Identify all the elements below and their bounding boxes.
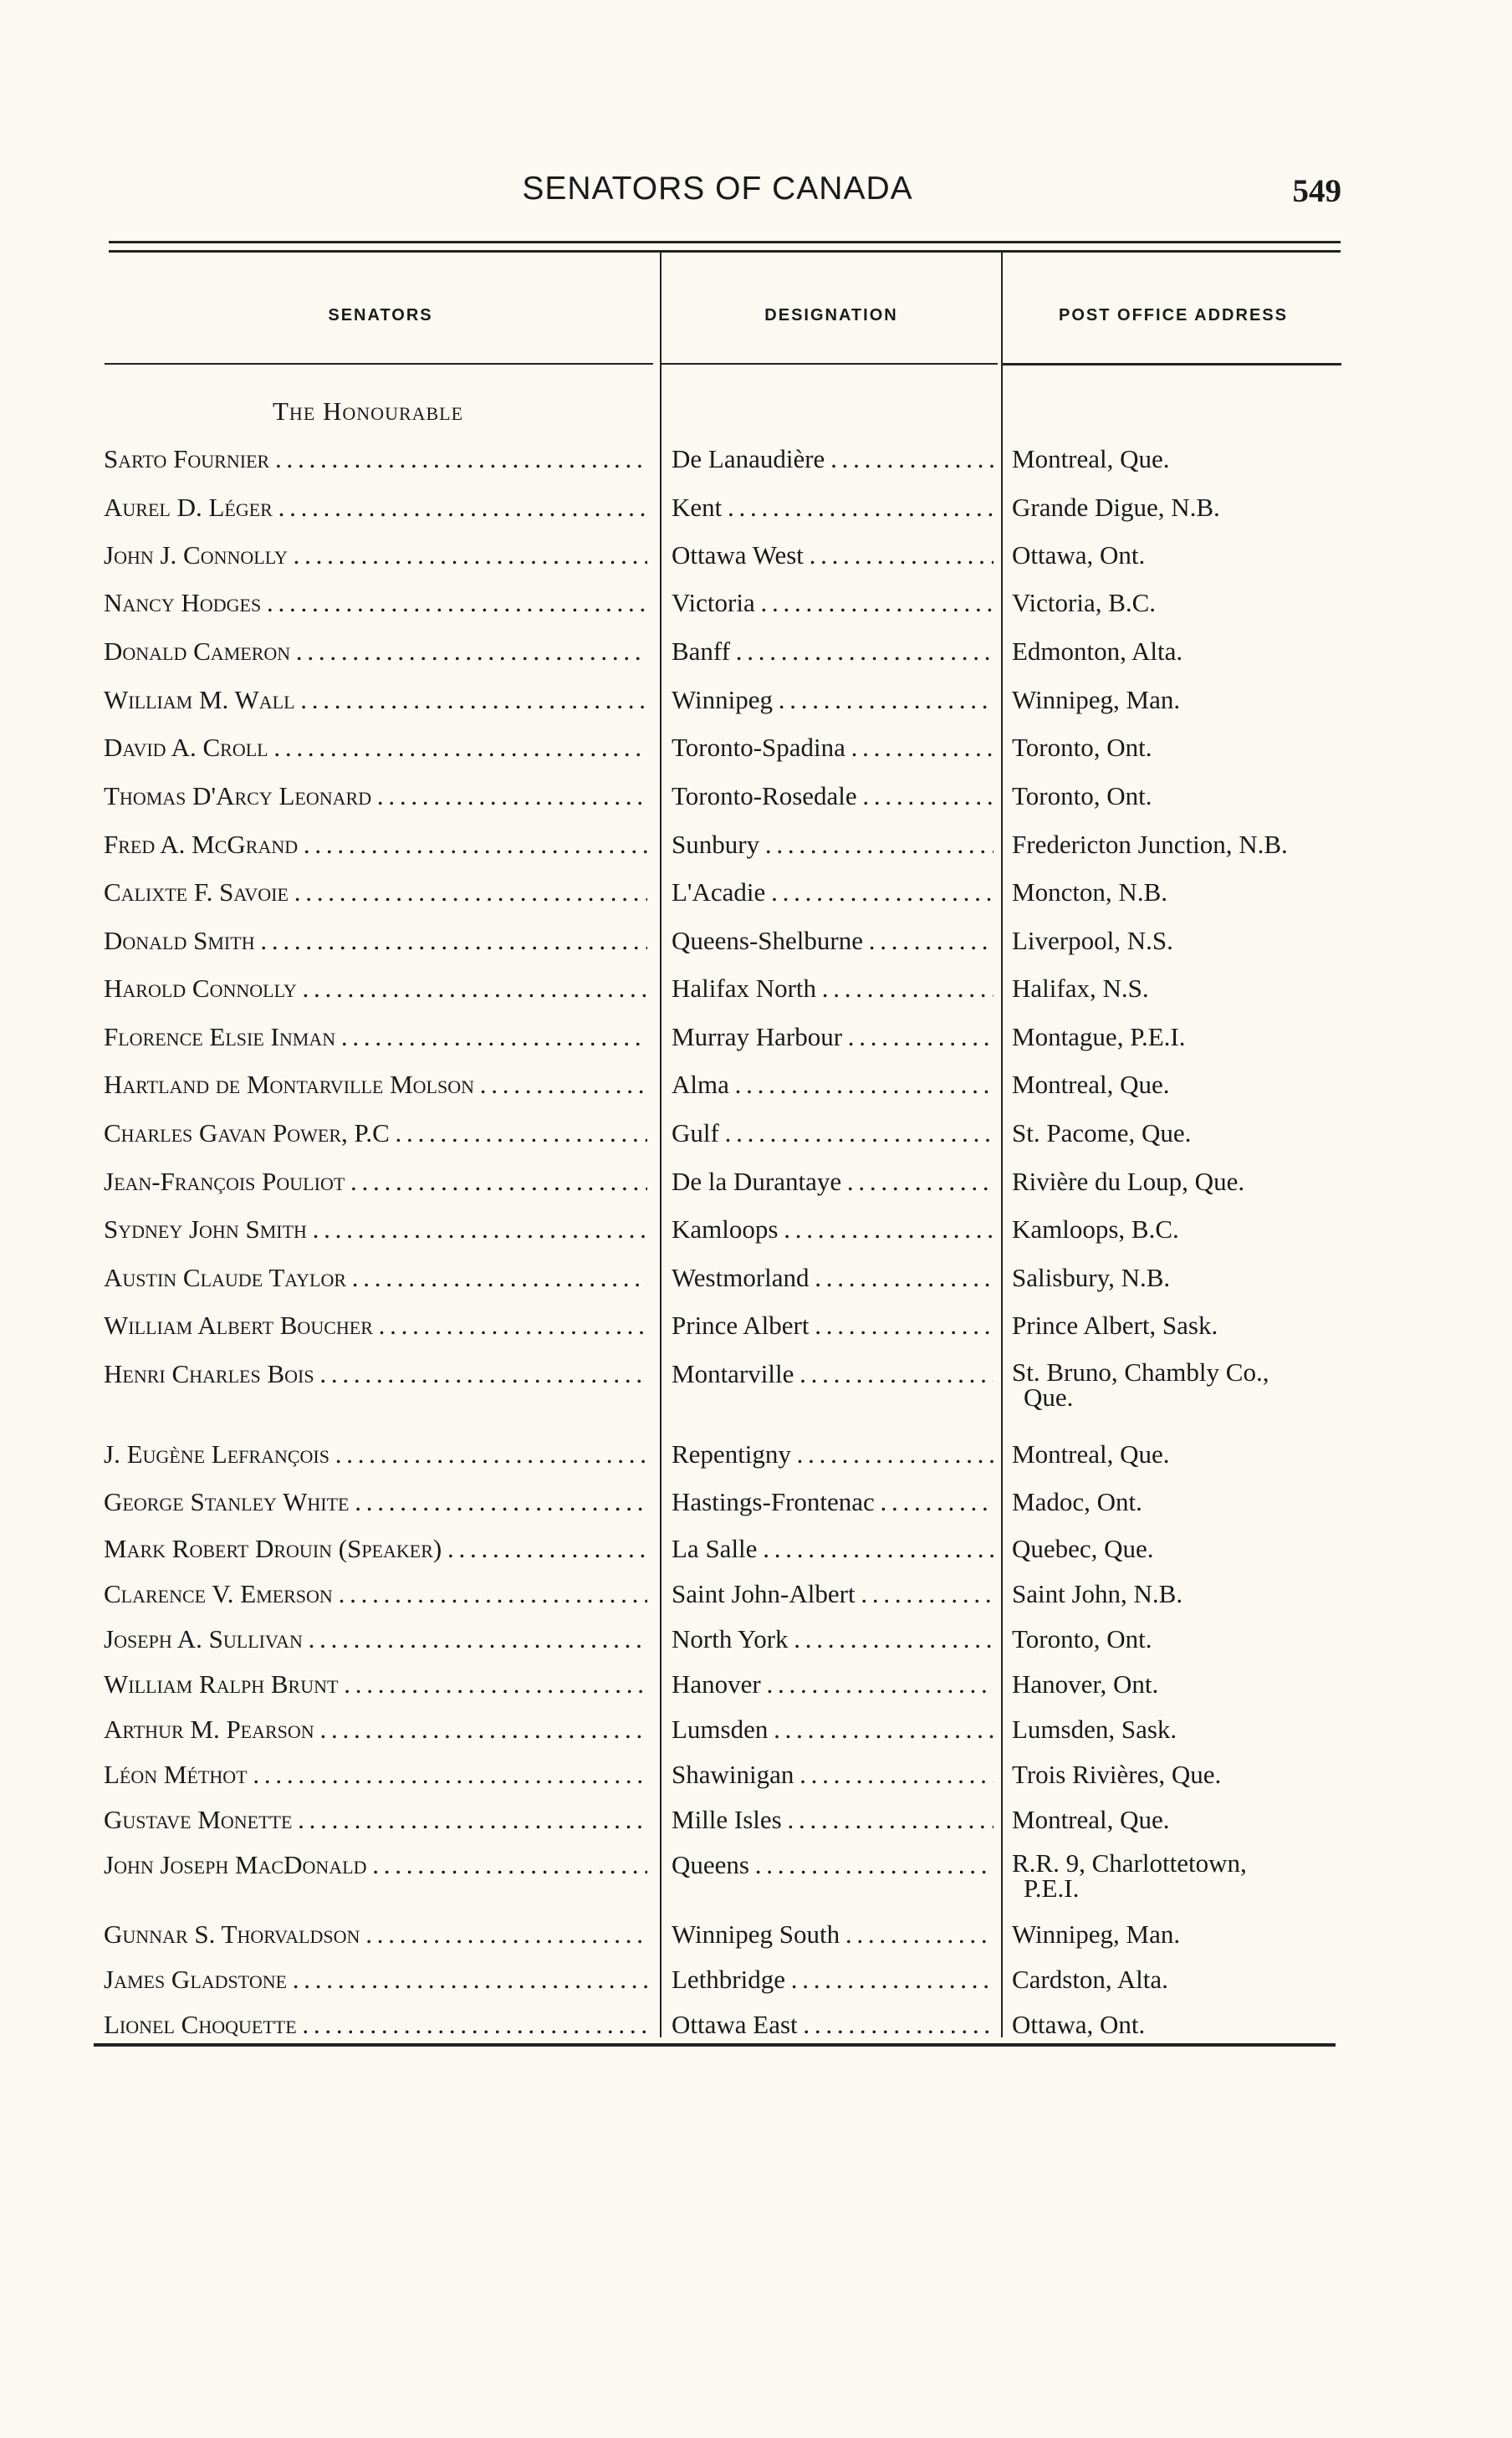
post-office-address-text: Montreal, Que. (1012, 445, 1170, 473)
post-office-address-line2: P.E.I. (1024, 1873, 1080, 1901)
post-office-address (1012, 445, 1342, 473)
designation-text: Halifax North (672, 974, 817, 1003)
senator-name-text: James Gladstone (104, 1965, 288, 1994)
senator-name (104, 831, 647, 859)
senator-name-text: Mark Robert Drouin (Speaker) (104, 1535, 442, 1563)
post-office-address (1012, 733, 1342, 762)
senator-name-text: Henri Charles Bois (104, 1360, 314, 1388)
designation (672, 2011, 994, 2039)
senator-name (104, 782, 647, 810)
designation-text: Hanover (672, 1670, 761, 1699)
senator-name (104, 541, 647, 570)
designation (672, 1440, 994, 1469)
table-bottom-rule (94, 2043, 1336, 2047)
honourable-label: The Honourable (273, 396, 464, 426)
post-office-address (1012, 493, 1342, 522)
designation (672, 1168, 994, 1196)
post-office-address (1012, 1965, 1342, 1994)
post-office-address-text: Edmonton, Alta. (1012, 637, 1183, 666)
post-office-address (1012, 878, 1342, 907)
post-office-address (1012, 1535, 1342, 1563)
designation (672, 1920, 994, 1949)
post-office-address (1012, 1440, 1342, 1469)
post-office-address-text: Toronto, Ont. (1012, 733, 1152, 762)
post-office-address-text: Montreal, Que. (1012, 1440, 1170, 1469)
post-office-address (1012, 1215, 1342, 1244)
post-office-address-text: Moncton, N.B. (1012, 878, 1167, 907)
designation-text: Ottawa East (672, 2011, 798, 2039)
designation (672, 1580, 994, 1608)
designation (672, 1761, 994, 1789)
senator-name (104, 878, 647, 907)
post-office-address-text: Halifax, N.S. (1012, 974, 1149, 1003)
senator-name-text: Thomas D'Arcy Leonard (104, 782, 372, 810)
column-header-address: POST OFFICE ADDRESS (1059, 306, 1288, 325)
senator-name (104, 493, 647, 522)
senator-name-text: William Albert Boucher (104, 1311, 373, 1340)
designation-text: Kamloops (672, 1215, 779, 1244)
designation (672, 445, 994, 473)
post-office-address (1012, 637, 1342, 666)
post-office-address (1012, 1670, 1342, 1699)
designation-text: Victoria (672, 589, 755, 617)
post-office-address (1012, 589, 1342, 617)
designation (672, 1851, 994, 1879)
senator-name-text: Nancy Hodges (104, 589, 262, 617)
post-office-address (1012, 1360, 1342, 1410)
senator-name-text: Hartland de Montarville Molson (104, 1071, 474, 1099)
senator-name (104, 733, 647, 762)
senator-name-text: Jean-François Pouliot (104, 1168, 345, 1196)
designation-text: Hastings-Frontenac (672, 1488, 875, 1516)
designation (672, 878, 994, 907)
senator-name-text: Aurel D. Léger (104, 493, 273, 522)
senator-name-text: William M. Wall (104, 686, 295, 714)
column-header-senators: SENATORS (328, 306, 433, 325)
post-office-address (1012, 782, 1342, 810)
senator-name-text: George Stanley White (104, 1488, 350, 1516)
senator-name (104, 1168, 647, 1196)
post-office-address (1012, 1806, 1342, 1834)
post-office-address (1012, 1311, 1342, 1340)
post-office-address-text: St. Bruno, Chambly Co., (1012, 1360, 1269, 1387)
senator-name (104, 686, 647, 714)
post-office-address (1012, 1761, 1342, 1789)
designation-text: Queens-Shelburne (672, 927, 863, 955)
post-office-address (1012, 1851, 1342, 1901)
designation-text: Queens (672, 1851, 749, 1879)
senator-name-text: J. Eugène Lefrançois (104, 1440, 329, 1469)
senator-name-text: Harold Connolly (104, 974, 297, 1003)
designation-text: Banff (672, 637, 731, 666)
designation (672, 1670, 994, 1699)
designation-text: Murray Harbour (672, 1023, 843, 1051)
designation (672, 1215, 994, 1244)
post-office-address (1012, 1715, 1342, 1744)
designation-text: Westmorland (672, 1264, 810, 1292)
senator-name (104, 589, 647, 617)
designation (672, 1806, 994, 1834)
post-office-address-text: Kamloops, B.C. (1012, 1215, 1179, 1244)
post-office-address (1012, 1580, 1342, 1608)
senator-name-text: William Ralph Brunt (104, 1670, 339, 1699)
post-office-address-text: Toronto, Ont. (1012, 1625, 1152, 1653)
designation-text: Lethbridge (672, 1965, 786, 1994)
senator-name (104, 1761, 647, 1789)
senator-name-text: Joseph A. Sullivan (104, 1625, 303, 1653)
post-office-address (1012, 2011, 1342, 2039)
designation (672, 831, 994, 859)
senator-name (104, 1440, 647, 1469)
designation-text: La Salle (672, 1535, 758, 1563)
senator-name-text: Charles Gavan Power, P.C (104, 1119, 390, 1147)
post-office-address-text: Lumsden, Sask. (1012, 1715, 1177, 1744)
senator-name (104, 1215, 647, 1244)
designation (672, 782, 994, 810)
designation-text: Winnipeg South (672, 1920, 840, 1949)
senator-name (104, 637, 647, 666)
designation-text: Montarville (672, 1360, 794, 1388)
designation-text: De Lanaudière (672, 445, 825, 473)
senator-name-text: Donald Cameron (104, 637, 291, 666)
senator-name (104, 1119, 647, 1147)
post-office-address-text: Victoria, B.C. (1012, 589, 1157, 617)
designation (672, 1264, 994, 1292)
designation-text: Alma (672, 1071, 729, 1099)
senator-name (104, 1806, 647, 1834)
senator-name (104, 2011, 647, 2039)
page-number: 549 (1292, 173, 1341, 209)
designation (672, 686, 994, 714)
senator-name-text: Austin Claude Taylor (104, 1264, 347, 1292)
designation-text: Repentigny (672, 1440, 791, 1469)
post-office-address-text: R.R. 9, Charlottetown, (1012, 1851, 1247, 1878)
running-title: SENATORS OF CANADA (522, 171, 913, 207)
designation (672, 927, 994, 955)
senator-name (104, 1580, 647, 1608)
post-office-address-line2: Que. (1024, 1383, 1074, 1410)
designation-text: Saint John-Albert (672, 1580, 856, 1608)
senator-name (104, 1535, 647, 1563)
senator-name-text: Florence Elsie Inman (104, 1023, 336, 1051)
post-office-address-text: Rivière du Loup, Que. (1012, 1168, 1245, 1196)
post-office-address-text: Trois Rivières, Que. (1012, 1761, 1222, 1789)
post-office-address-text: Hanover, Ont. (1012, 1670, 1159, 1699)
designation (672, 1488, 994, 1516)
senator-name (104, 1715, 647, 1744)
designation (672, 1715, 994, 1744)
post-office-address (1012, 1071, 1342, 1099)
post-office-address (1012, 1023, 1342, 1051)
designation-text: Toronto-Rosedale (672, 782, 857, 810)
senator-name (104, 1851, 647, 1879)
senator-name (104, 445, 647, 473)
designation (672, 541, 994, 570)
post-office-address-text: Quebec, Que. (1012, 1535, 1154, 1563)
designation (672, 1311, 994, 1340)
senator-name-text: Gunnar S. Thorvaldson (104, 1920, 360, 1949)
designation (672, 589, 994, 617)
senator-name (104, 927, 647, 955)
designation (672, 637, 994, 666)
designation (672, 1360, 994, 1388)
post-office-address-text: St. Pacome, Que. (1012, 1119, 1192, 1147)
post-office-address (1012, 927, 1342, 955)
designation-text: Kent (672, 493, 723, 522)
designation-text: De la Durantaye (672, 1168, 842, 1196)
post-office-address (1012, 1625, 1342, 1653)
designation-text: Mille Isles (672, 1806, 782, 1834)
designation-text: Winnipeg (672, 686, 774, 714)
senator-name-text: Arthur M. Pearson (104, 1715, 314, 1744)
designation-text: Lumsden (672, 1715, 769, 1744)
senator-name-text: Gustave Monette (104, 1806, 293, 1834)
senator-name-text: John J. Connolly (104, 541, 288, 570)
post-office-address (1012, 541, 1342, 570)
senator-name (104, 1311, 647, 1340)
post-office-address-text: Montague, P.E.I. (1012, 1023, 1186, 1051)
post-office-address (1012, 1488, 1342, 1516)
senator-name-text: Lionel Choquette (104, 2011, 297, 2039)
post-office-address-text: Salisbury, N.B. (1012, 1264, 1171, 1292)
post-office-address (1012, 686, 1342, 714)
senator-name (104, 1965, 647, 1994)
post-office-address-text: Cardston, Alta. (1012, 1965, 1168, 1994)
senator-name-text: Sydney John Smith (104, 1215, 307, 1244)
post-office-address-text: Montreal, Que. (1012, 1806, 1170, 1834)
post-office-address (1012, 1920, 1342, 1949)
senator-name-text: Fred A. McGrand (104, 831, 299, 859)
designation-text: Gulf (672, 1119, 719, 1147)
senator-name (104, 1488, 647, 1516)
senator-name (104, 1360, 647, 1388)
post-office-address-text: Winnipeg, Man. (1012, 686, 1181, 714)
senator-name-text: Léon Méthot (104, 1761, 248, 1789)
designation-text: Toronto-Spadina (672, 733, 845, 762)
designation (672, 493, 994, 522)
senator-name (104, 1071, 647, 1099)
post-office-address-text: Prince Albert, Sask. (1012, 1311, 1218, 1340)
designation (672, 1965, 994, 1994)
designation (672, 1071, 994, 1099)
senator-name-text: Donald Smith (104, 927, 255, 955)
post-office-address-text: Toronto, Ont. (1012, 782, 1152, 810)
senator-name (104, 974, 647, 1003)
post-office-address-text: Fredericton Junction, N.B. (1012, 831, 1288, 859)
designation-text: Sunbury (672, 831, 760, 859)
senator-name (104, 1023, 647, 1051)
senator-name (104, 1670, 647, 1699)
post-office-address-text: Liverpool, N.S. (1012, 927, 1173, 955)
designation (672, 1535, 994, 1563)
designation (672, 733, 994, 762)
senator-name-text: Clarence V. Emerson (104, 1580, 333, 1608)
senator-name-text: John Joseph MacDonald (104, 1851, 367, 1879)
designation (672, 1023, 994, 1051)
senator-name (104, 1625, 647, 1653)
designation-text: Shawinigan (672, 1761, 794, 1789)
post-office-address-text: Winnipeg, Man. (1012, 1920, 1181, 1949)
post-office-address-text: Ottawa, Ont. (1012, 2011, 1146, 2039)
senator-name-text: Sarto Fournier (104, 445, 270, 473)
post-office-address-text: Madoc, Ont. (1012, 1488, 1142, 1516)
post-office-address (1012, 1168, 1342, 1196)
post-office-address (1012, 831, 1342, 859)
senator-name-text: David A. Croll (104, 733, 268, 762)
post-office-address-text: Montreal, Que. (1012, 1071, 1170, 1099)
post-office-address-text: Saint John, N.B. (1012, 1580, 1183, 1608)
designation (672, 1625, 994, 1653)
post-office-address (1012, 1264, 1342, 1292)
designation-text: L'Acadie (672, 878, 766, 907)
designation-text: Prince Albert (672, 1311, 810, 1340)
post-office-address (1012, 974, 1342, 1003)
designation-text: North York (672, 1625, 789, 1653)
senator-name-text: Calixte F. Savoie (104, 878, 289, 907)
designation (672, 974, 994, 1003)
senator-name (104, 1920, 647, 1949)
senator-name (104, 1264, 647, 1292)
post-office-address-text: Grande Digue, N.B. (1012, 493, 1220, 522)
designation (672, 1119, 994, 1147)
post-office-address (1012, 1119, 1342, 1147)
column-header-designation: DESIGNATION (764, 306, 898, 325)
designation-text: Ottawa West (672, 541, 804, 570)
post-office-address-text: Ottawa, Ont. (1012, 541, 1146, 570)
